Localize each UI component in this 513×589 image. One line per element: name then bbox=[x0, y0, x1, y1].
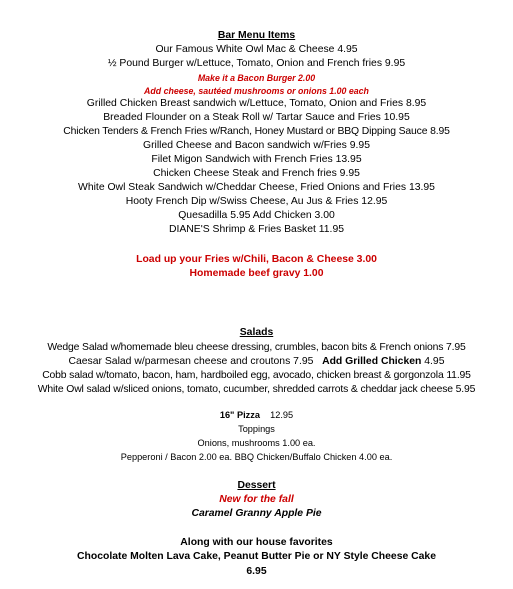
pizza-toppings-label: Toppings bbox=[238, 424, 275, 434]
bar-menu-heading: Bar Menu Items bbox=[217, 30, 296, 41]
menu-item-mac-cheese: Our Famous White Owl Mac & Cheese 4.95 bbox=[155, 44, 358, 55]
menu-item-flounder: Breaded Flounder on a Steak Roll w/ Tartar Sauce and Fries 10.95 bbox=[103, 112, 410, 123]
salad-cobb: Cobb salad w/tomato, bacon, ham, hardboiled egg, avocado, chicken breast & gorgonzola 11.95 bbox=[42, 370, 471, 381]
pizza-title-line bbox=[0, 409, 513, 421]
dessert-favorites-intro: Along with our house favorites bbox=[180, 537, 333, 548]
dessert-favorites: Chocolate Molten Lava Cake, Peanut Butter Pie or NY Style Cheese Cake bbox=[77, 551, 436, 562]
pizza-toppings-premium: Pepperoni / Bacon 2.00 ea. BBQ Chicken/Buffalo Chicken 4.00 ea. bbox=[120, 452, 393, 462]
dessert-new-note: New for the fall bbox=[219, 494, 294, 505]
bacon-burger-note: Make it a Bacon Burger 2.00 bbox=[197, 73, 316, 83]
salads-heading: Salads bbox=[239, 327, 274, 338]
fries-promo: Load up your Fries w/Chili, Bacon & Cheese 3.00 bbox=[136, 254, 377, 265]
menu-item-cheese-steak: Chicken Cheese Steak and French fries 9.95 bbox=[153, 168, 360, 179]
gravy-promo: Homemade beef gravy 1.00 bbox=[189, 268, 324, 279]
menu-item-chicken-tenders: Chicken Tenders & French Fries w/Ranch, Honey Mustard or BBQ Dipping Sauce 8.95 bbox=[63, 126, 450, 137]
menu-item-grilled-chicken: Grilled Chicken Breast sandwich w/Lettuce, Tomato, Onion and Fries 8.95 bbox=[86, 98, 427, 109]
menu-item-quesadilla: Quesadilla 5.95 Add Chicken 3.00 bbox=[178, 210, 335, 221]
salad-white-owl: White Owl salad w/sliced onions, tomato, cucumber, shredded carrots & cheddar jack cheese 5.95 bbox=[37, 384, 476, 395]
salad-caesar-addon-label: Add Grilled Chicken bbox=[322, 356, 422, 367]
menu-item-filet-migon: Filet Migon Sandwich with French Fries 13.95 bbox=[151, 154, 362, 165]
salad-caesar bbox=[0, 356, 513, 368]
burger-addon-note: Add cheese, sautéed mushrooms or onions 1.00 each bbox=[144, 86, 369, 96]
pizza-toppings-basic: Onions, mushrooms 1.00 ea. bbox=[197, 438, 316, 448]
salad-caesar-addon-price: 4.95 bbox=[424, 356, 445, 367]
dessert-price: 6.95 bbox=[246, 566, 267, 577]
dessert-featured: Caramel Granny Apple Pie bbox=[191, 508, 322, 519]
pizza-price: 12.95 bbox=[270, 410, 294, 420]
dessert-heading: Dessert bbox=[237, 480, 276, 491]
pizza-title: 16" Pizza bbox=[219, 410, 260, 420]
menu-item-steak-sandwich: White Owl Steak Sandwich w/Cheddar Cheese, Fried Onions and Fries 13.95 bbox=[78, 182, 435, 193]
menu-item-french-dip: Hooty French Dip w/Swiss Cheese, Au Jus & Fries 12.95 bbox=[125, 196, 388, 207]
salad-wedge: Wedge Salad w/homemade bleu cheese dressing, crumbles, bacon bits & French onions 7.95 bbox=[47, 342, 466, 353]
menu-item-shrimp-basket: DIANE'S Shrimp & Fries Basket 11.95 bbox=[168, 224, 345, 235]
menu-item-grilled-cheese: Grilled Cheese and Bacon sandwich w/Fries 9.95 bbox=[143, 140, 370, 151]
salad-caesar-text: Caesar Salad w/parmesan cheese and croutons 7.95 bbox=[68, 356, 314, 367]
menu-item-burger: ½ Pound Burger w/Lettuce, Tomato, Onion and French fries 9.95 bbox=[107, 58, 406, 69]
